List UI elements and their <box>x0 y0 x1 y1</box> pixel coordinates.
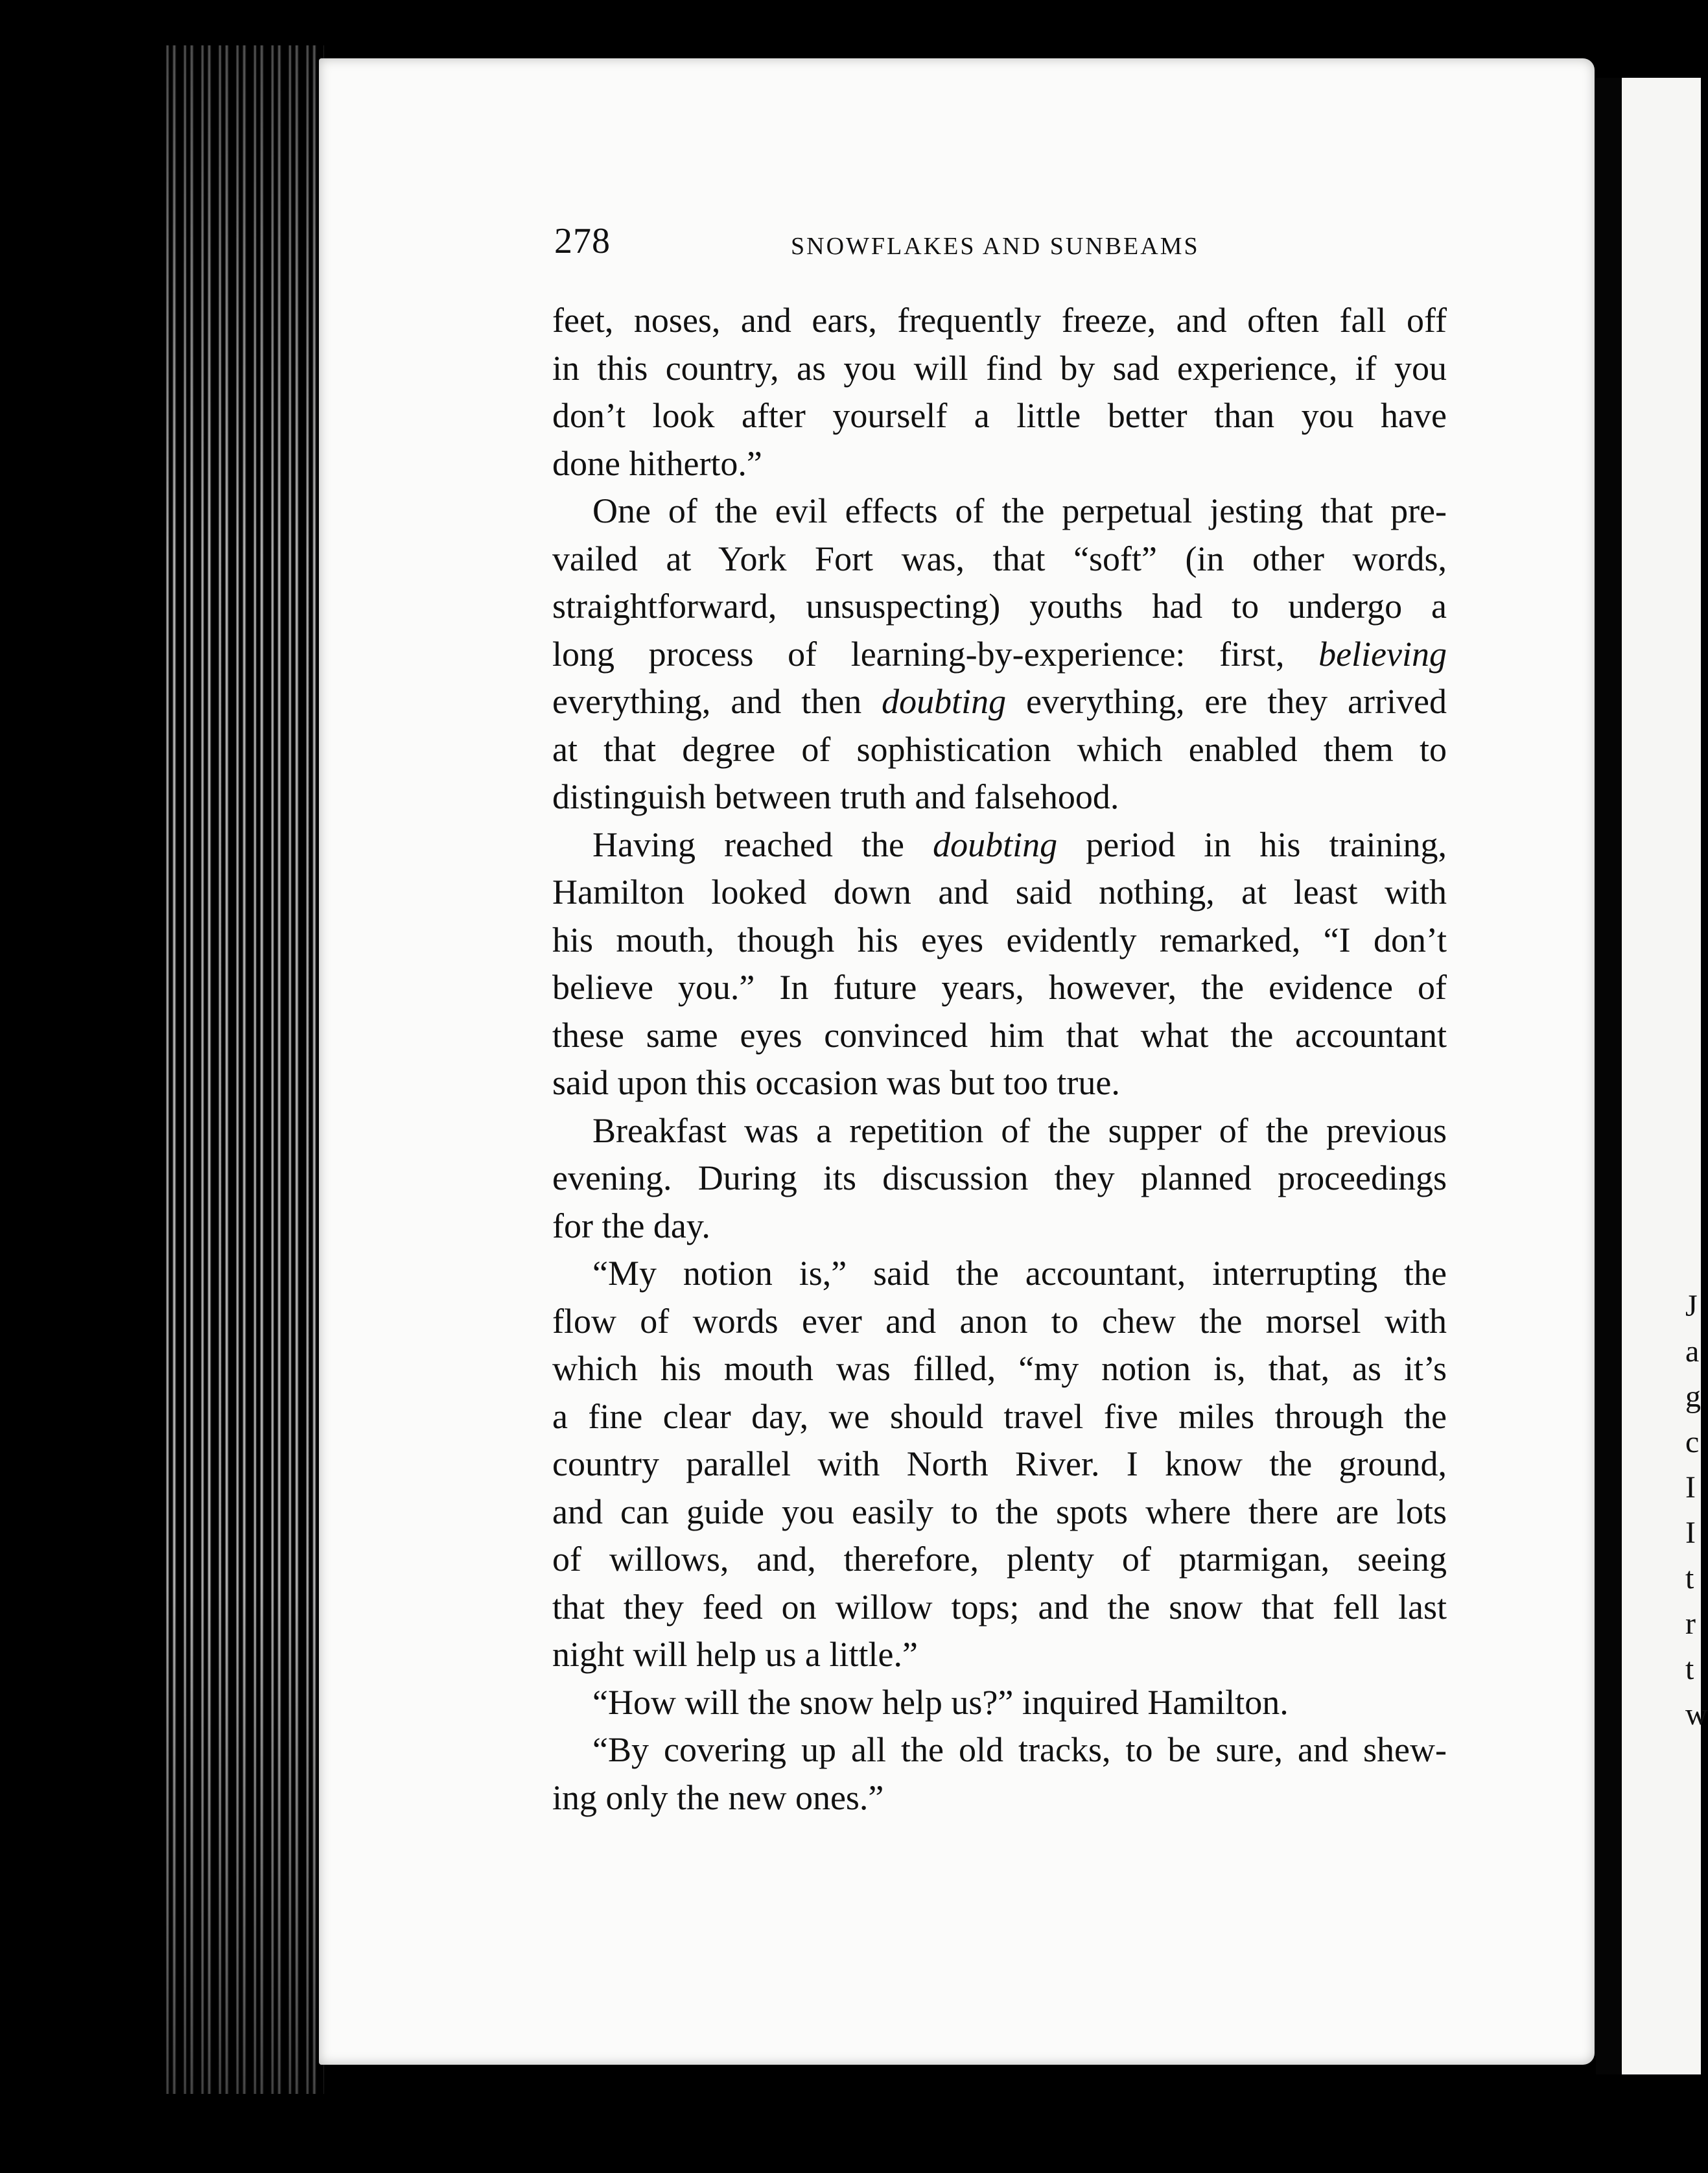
text-line: don’t look after yourself a little better than you have <box>552 396 1447 435</box>
text-line: Having reached the doubting period in his training, <box>592 825 1447 864</box>
text-line: at that degree of sophistication which enabled them to <box>552 729 1447 769</box>
text-line: believe you.” In future years, however, the evidence of <box>552 968 1447 1007</box>
facing-page-fragment: r <box>1685 1606 1696 1641</box>
facing-page-letter-fragments <box>1685 1284 1708 1737</box>
text-line: One of the evil effects of the perpetual jesting that pre- <box>592 491 1447 530</box>
text-line: feet, noses, and ears, frequently freeze, and often fall off <box>552 301 1447 340</box>
text-line: ing only the new ones.” <box>552 1778 884 1817</box>
facing-page-fragment: I <box>1685 1470 1696 1505</box>
text-line: straightforward, unsuspecting) youths had to undergo a <box>552 587 1447 626</box>
text-line: a fine clear day, we should travel five miles through the <box>552 1396 1447 1436</box>
text-line: “By covering up all the old tracks, to be sure, and shew- <box>592 1730 1447 1769</box>
text-line: Breakfast was a repetition of the supper of the previous <box>592 1110 1447 1150</box>
facing-page-fragment: J <box>1685 1289 1698 1323</box>
facing-page-fragment: t <box>1685 1561 1694 1595</box>
text-line: flow of words ever and anon to chew the morsel with <box>552 1301 1447 1341</box>
text-line: distinguish between truth and falsehood. <box>552 777 1119 816</box>
text-line: and can guide you easily to the spots where there are lots <box>552 1492 1447 1531</box>
text-line: country parallel with North River. I know the ground, <box>552 1444 1447 1483</box>
page-edges-shadow <box>162 45 324 2094</box>
text-line: these same eyes convinced him that what the accountant <box>552 1015 1447 1055</box>
text-line: in this country, as you will find by sad experience, if you <box>552 348 1447 388</box>
text-line: long process of learning-by-experience: first, believing <box>552 634 1447 674</box>
text-line: which his mouth was filled, “my notion is, that, as it’s <box>552 1349 1447 1388</box>
facing-page-fragment: I <box>1685 1516 1696 1550</box>
text-line: of willows, and, therefore, plenty of ptarmigan, seeing <box>552 1540 1447 1579</box>
text-line: night will help us a little.” <box>552 1635 918 1674</box>
facing-page-fragment: a <box>1685 1334 1700 1368</box>
facing-page-fragment: w <box>1685 1697 1708 1732</box>
facing-page-fragment: c <box>1685 1425 1700 1459</box>
text-line: said upon this occasion was but too true. <box>552 1063 1120 1102</box>
running-head: SNOWFLAKES AND SUNBEAMS <box>791 233 1200 260</box>
page-number: 278 <box>554 221 611 261</box>
text-line: his mouth, though his eyes evidently remarked, “I don’t <box>552 920 1447 959</box>
text-line: Hamilton looked down and said nothing, at least with <box>552 873 1447 911</box>
body-text <box>552 297 1447 1822</box>
text-line: for the day. <box>552 1206 710 1245</box>
facing-page-sliver <box>1596 78 1708 2074</box>
text-line: everything, and then doubting everything, ere they arrived <box>552 682 1447 721</box>
text-line: “How will the snow help us?” inquired Hamilton. <box>592 1682 1289 1722</box>
text-line: “My notion is,” said the accountant, interrupting the <box>592 1254 1447 1293</box>
text-line: that they feed on willow tops; and the snow that fell last <box>552 1587 1447 1627</box>
facing-page-fragment: g <box>1685 1380 1701 1414</box>
page-header <box>554 220 1452 266</box>
text-line: evening. During its discussion they planned proceedings <box>552 1158 1447 1197</box>
text-line: done hitherto.” <box>552 443 762 483</box>
text-line: vailed at York Fort was, that “soft” (in other words, <box>552 539 1447 578</box>
facing-page-fragment: t <box>1685 1652 1694 1686</box>
